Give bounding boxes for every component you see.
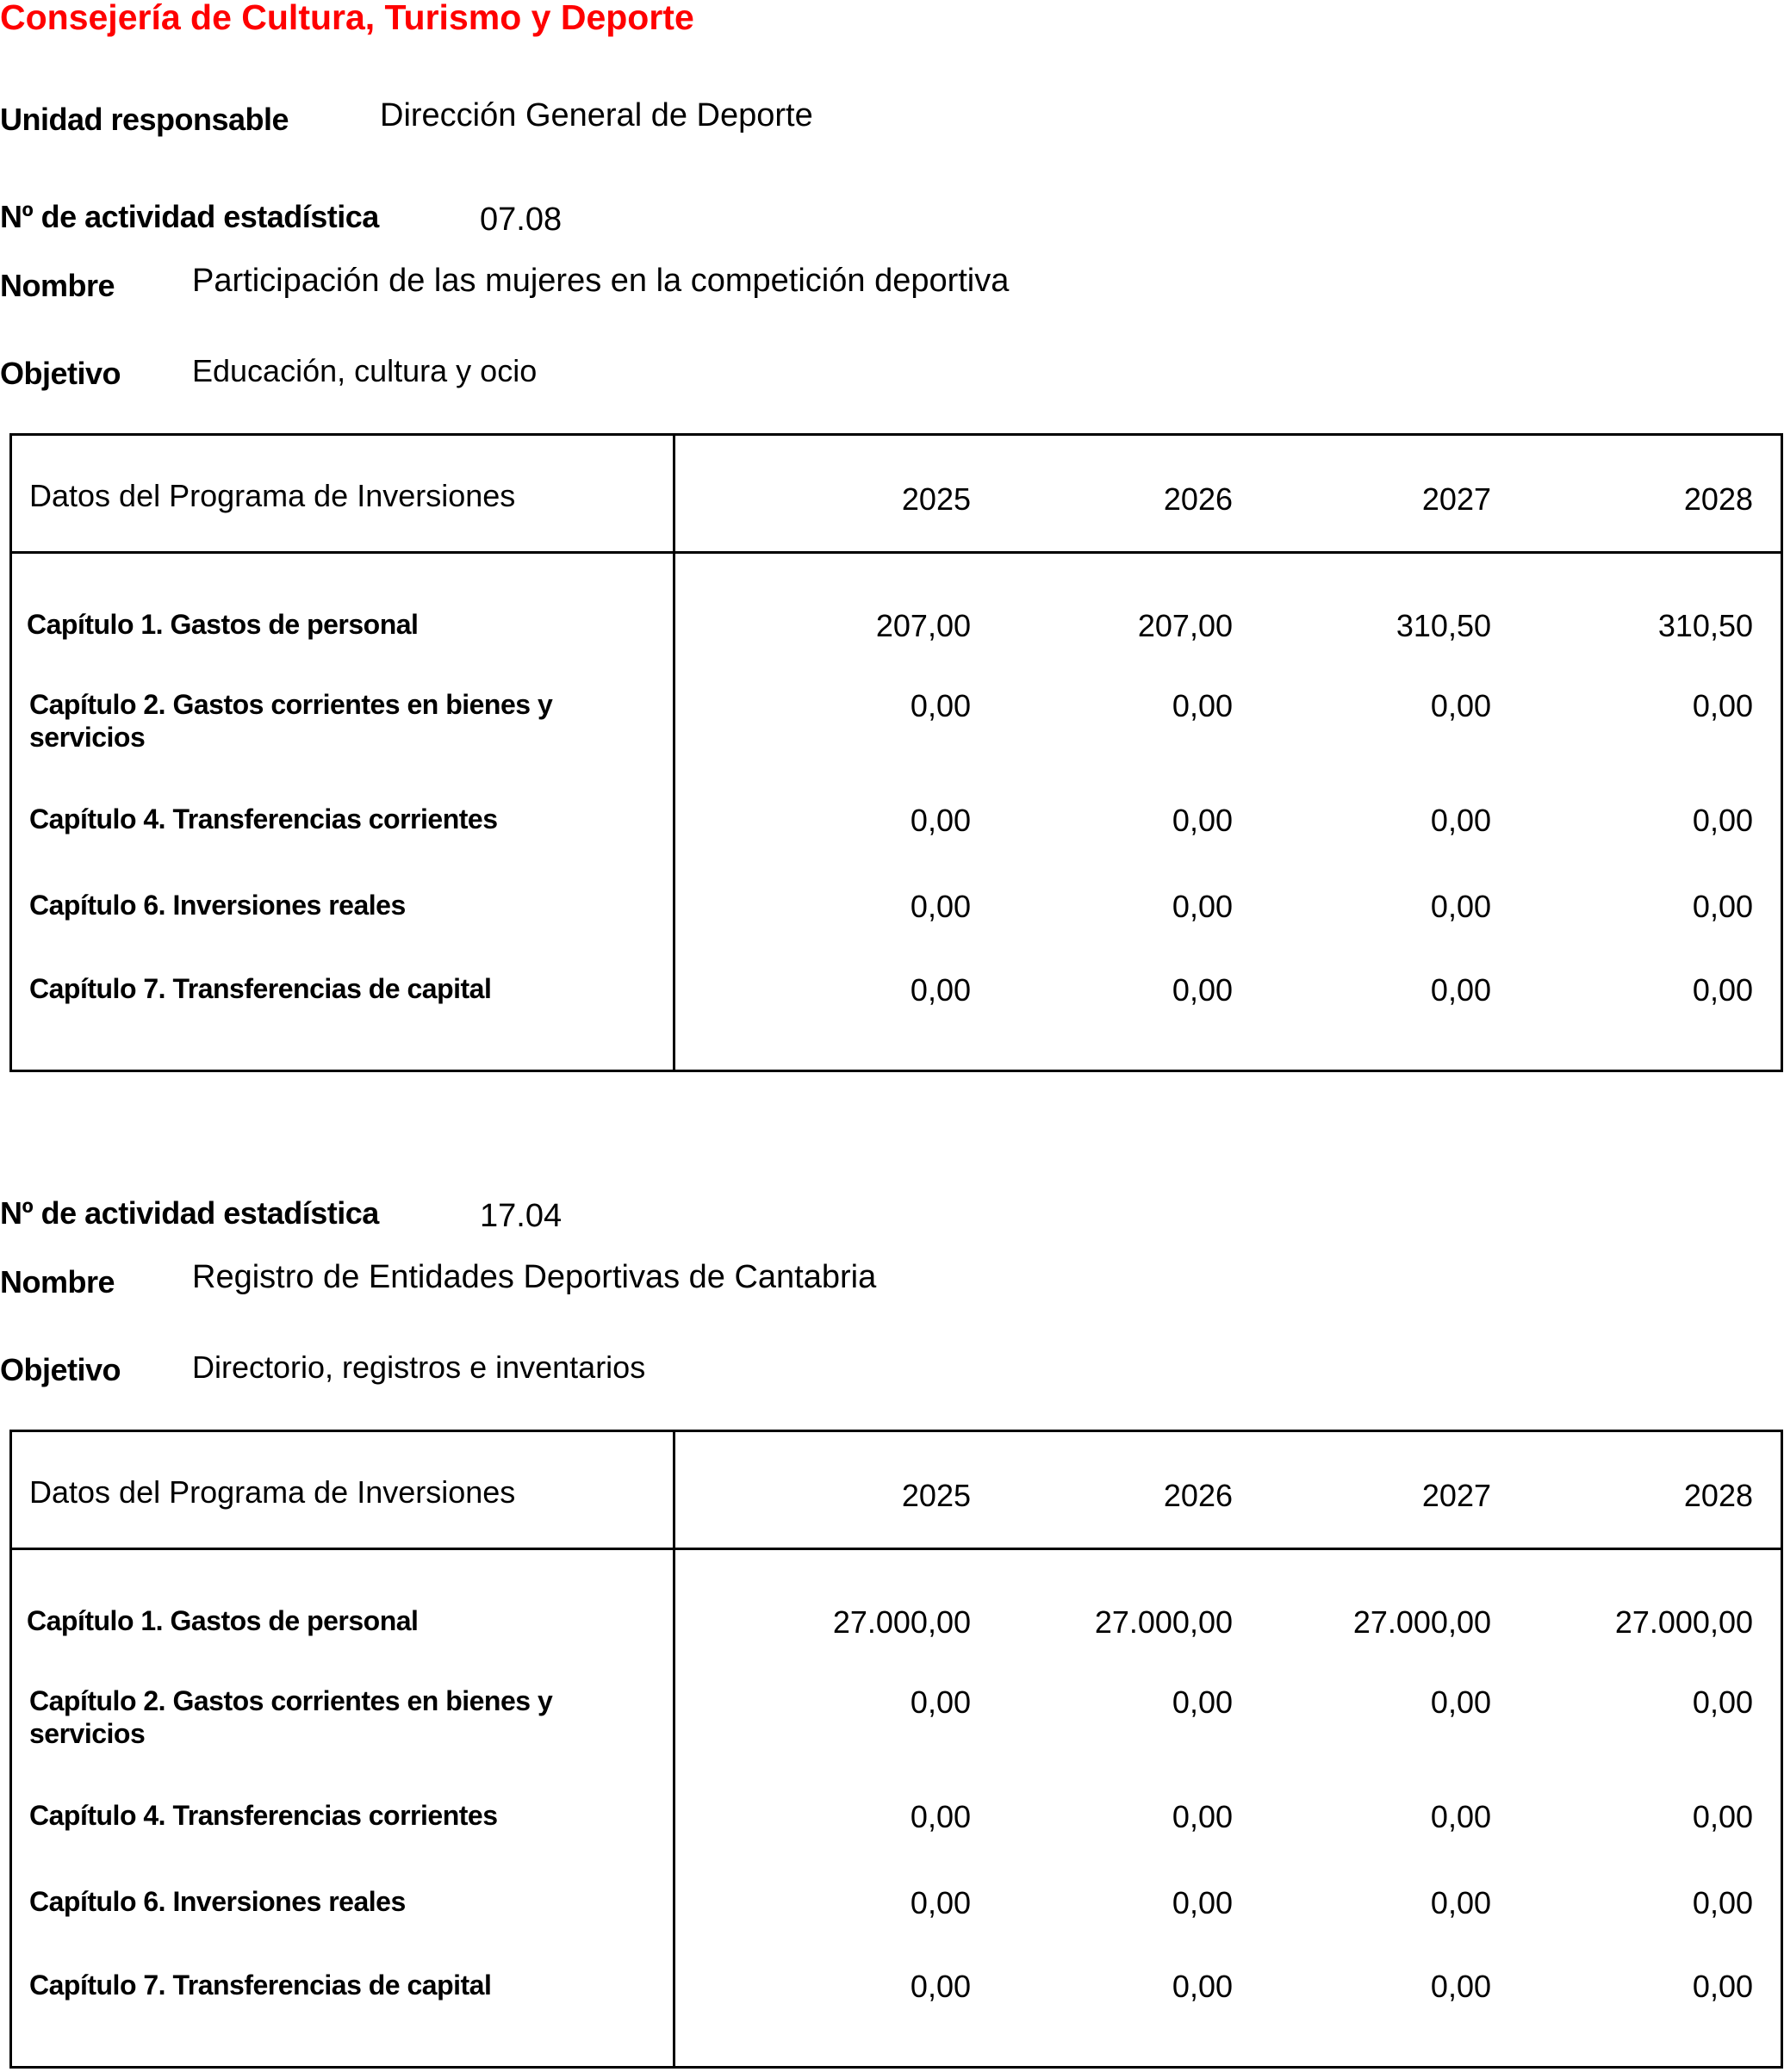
cell-value: 0,00 xyxy=(1172,1885,1233,1920)
cell-value: 310,50 xyxy=(1657,608,1753,643)
page-title: Consejería de Cultura, Turismo y Deporte xyxy=(0,0,694,37)
cell-value: 0,00 xyxy=(1430,1969,1491,2004)
cell-value: 0,00 xyxy=(910,803,971,838)
cell-value: 0,00 xyxy=(1692,972,1753,1008)
table-divider xyxy=(12,551,1781,554)
cell-value: 207,00 xyxy=(1137,608,1233,643)
row-label: Capítulo 1. Gastos de personal xyxy=(27,609,419,640)
cell-value: 27.000,00 xyxy=(1094,1604,1233,1640)
row-label: Capítulo 1. Gastos de personal xyxy=(27,1605,419,1636)
cell-value: 0,00 xyxy=(1430,688,1491,723)
cell-value: 0,00 xyxy=(1430,889,1491,924)
cell-value: 0,00 xyxy=(1172,1684,1233,1720)
actividad-label: Nº de actividad estadística xyxy=(0,199,379,234)
row-label: Capítulo 6. Inversiones reales xyxy=(29,890,406,921)
cell-value: 0,00 xyxy=(910,688,971,723)
actividad-number: 07.08 xyxy=(480,202,563,238)
cell-value: 310,50 xyxy=(1395,608,1491,643)
objetivo-label: Objetivo xyxy=(0,1352,121,1387)
cell-value: 0,00 xyxy=(1430,1799,1491,1834)
objetivo-value: Educación, cultura y ocio xyxy=(192,353,538,388)
cell-value: 207,00 xyxy=(875,608,971,643)
cell-value: 0,00 xyxy=(1692,889,1753,924)
cell-value: 0,00 xyxy=(1172,889,1233,924)
table-divider xyxy=(673,1432,675,2066)
row-label: Capítulo 7. Transferencias de capital xyxy=(29,973,492,1004)
cell-value: 0,00 xyxy=(1430,1885,1491,1920)
cell-value: 0,00 xyxy=(1430,803,1491,838)
cell-value: 0,00 xyxy=(1692,1969,1753,2004)
unidad-value: Dirección General de Deporte xyxy=(380,97,813,133)
cell-value: 0,00 xyxy=(1172,1799,1233,1834)
cell-value: 0,00 xyxy=(1692,803,1753,838)
year-header: 2025 xyxy=(901,481,971,517)
investment-table xyxy=(9,433,1783,1072)
objetivo-value: Directorio, registros e inventarios xyxy=(192,1349,646,1385)
cell-value: 0,00 xyxy=(1692,1885,1753,1920)
year-header: 2028 xyxy=(1683,1478,1753,1513)
cell-value: 27.000,00 xyxy=(832,1604,971,1640)
nombre-label: Nombre xyxy=(0,1264,115,1300)
cell-value: 0,00 xyxy=(910,889,971,924)
cell-value: 0,00 xyxy=(1430,1684,1491,1720)
cell-value: 27.000,00 xyxy=(1352,1604,1491,1640)
cell-value: 0,00 xyxy=(910,1799,971,1834)
row-label: Capítulo 6. Inversiones reales xyxy=(29,1886,406,1917)
cell-value: 0,00 xyxy=(910,972,971,1008)
year-header: 2027 xyxy=(1421,481,1491,517)
row-label: Capítulo 2. Gastos corrientes en bienes y servicios xyxy=(29,1685,553,1749)
row-label: Capítulo 4. Transferencias corrientes xyxy=(29,803,498,834)
cell-value: 0,00 xyxy=(910,1969,971,2004)
row-label: Capítulo 7. Transferencias de capital xyxy=(29,1970,492,2001)
nombre-label: Nombre xyxy=(0,268,115,303)
cell-value: 0,00 xyxy=(1430,972,1491,1008)
table-header-label: Datos del Programa de Inversiones xyxy=(29,1474,516,1510)
table-divider xyxy=(673,436,675,1070)
cell-value: 0,00 xyxy=(1172,1969,1233,2004)
year-header: 2028 xyxy=(1683,481,1753,517)
cell-value: 0,00 xyxy=(1692,688,1753,723)
nombre-value: Participación de las mujeres en la competición deportiva xyxy=(192,263,1010,299)
row-label: Capítulo 4. Transferencias corrientes xyxy=(29,1800,498,1831)
objetivo-label: Objetivo xyxy=(0,356,121,391)
table-divider xyxy=(12,1548,1781,1550)
unidad-label: Unidad responsable xyxy=(0,102,289,137)
year-header: 2027 xyxy=(1421,1478,1491,1513)
year-header: 2025 xyxy=(901,1478,971,1513)
actividad-number: 17.04 xyxy=(480,1198,563,1234)
cell-value: 27.000,00 xyxy=(1614,1604,1753,1640)
actividad-label: Nº de actividad estadística xyxy=(0,1195,379,1231)
cell-value: 0,00 xyxy=(910,1885,971,1920)
cell-value: 0,00 xyxy=(910,1684,971,1720)
cell-value: 0,00 xyxy=(1172,803,1233,838)
row-label: Capítulo 2. Gastos corrientes en bienes y servicios xyxy=(29,689,553,753)
cell-value: 0,00 xyxy=(1172,972,1233,1008)
nombre-value: Registro de Entidades Deportivas de Cantabria xyxy=(192,1259,877,1295)
year-header: 2026 xyxy=(1163,1478,1233,1513)
table-header-label: Datos del Programa de Inversiones xyxy=(29,478,516,513)
cell-value: 0,00 xyxy=(1692,1684,1753,1720)
year-header: 2026 xyxy=(1163,481,1233,517)
investment-table xyxy=(9,1430,1783,2069)
cell-value: 0,00 xyxy=(1692,1799,1753,1834)
cell-value: 0,00 xyxy=(1172,688,1233,723)
